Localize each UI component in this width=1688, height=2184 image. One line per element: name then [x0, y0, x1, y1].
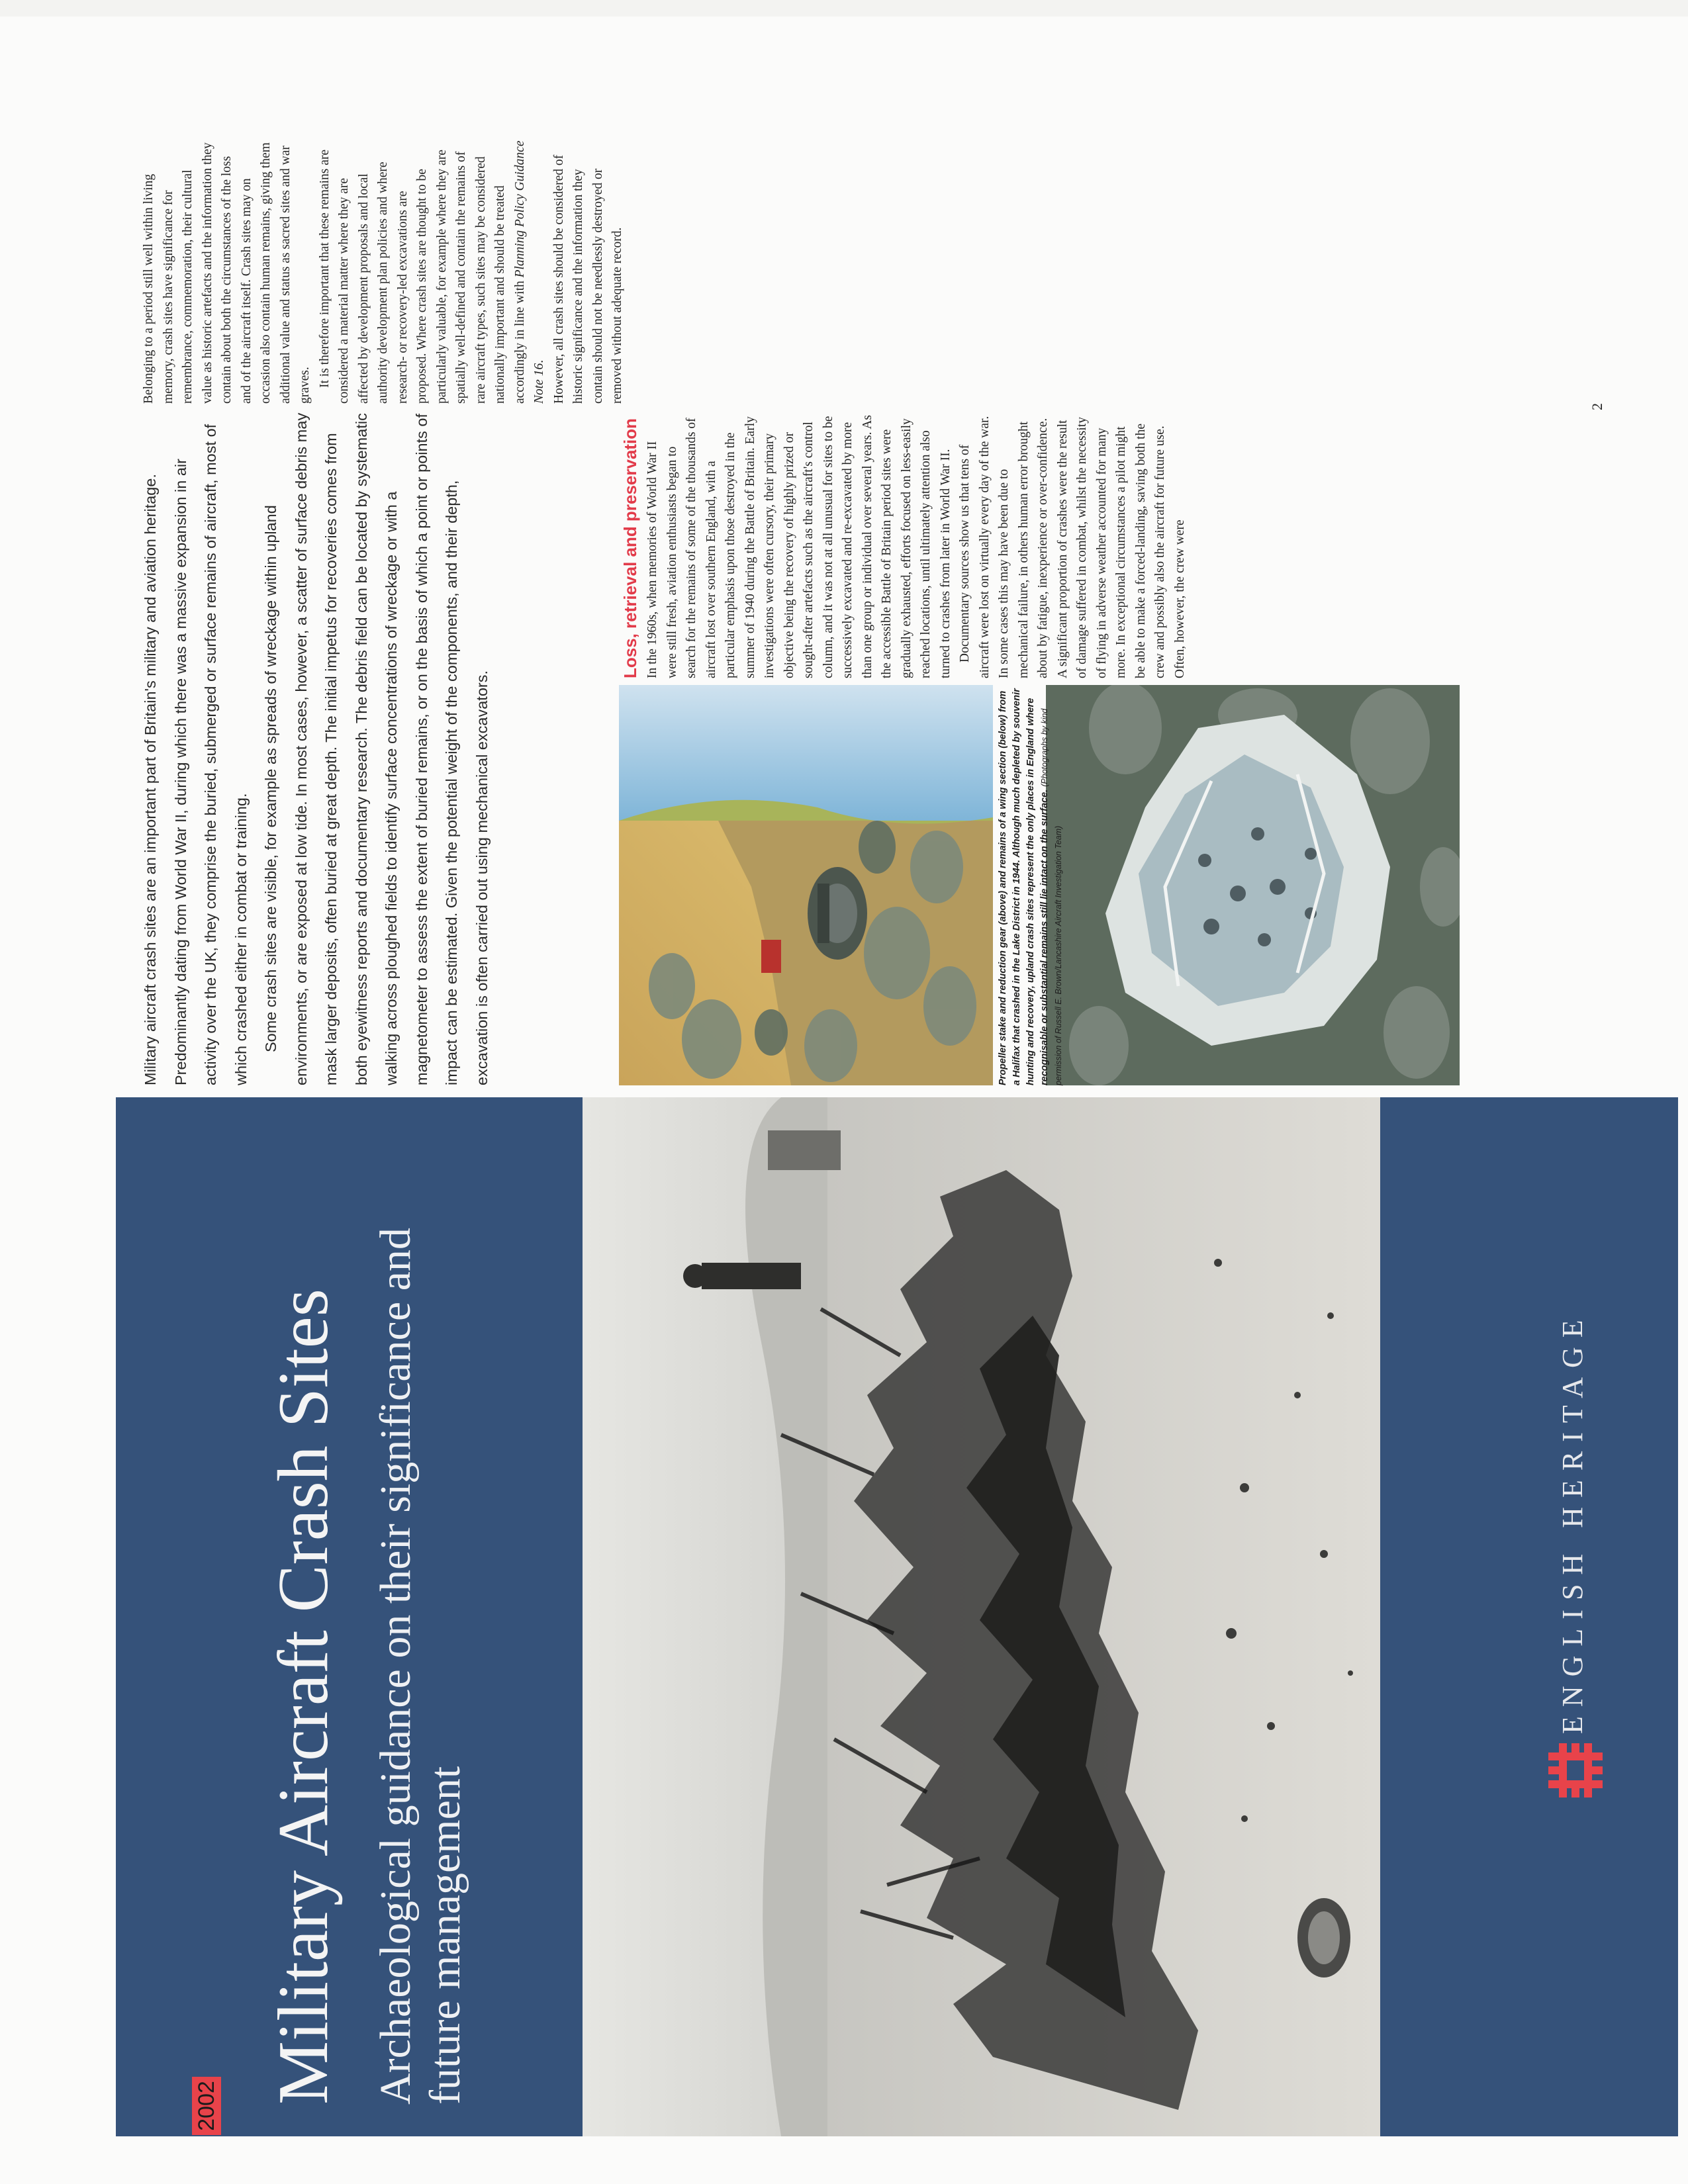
scan-edge: [0, 0, 1688, 17]
body-paragraph: Belonging to a period still well within living memory, crash sites have significance for remembrance, commemoration, their cultural value as historic artefacts and the information they contain about both the circumstances of the loss and of the aircraft itself. Crash sites may on occasion also contain human remains, giving them additional value and status as sacred sites and war graves.: [142, 142, 312, 404]
intro-paragraph: Military aircraft crash sites are an important part of Britain's military and aviation heritage. Predominantly dating from World War II, during which there was a massive expansion in air activity over the UK, they comprise the buried, submerged or surface remains of aircraft, most of which crashed either in combat or training.: [142, 424, 250, 1085]
cover-wreckage-photo: [583, 1097, 1380, 2136]
section-heading: Loss, retrieval and preservation: [620, 418, 640, 678]
wing-section-photo: [1046, 685, 1460, 1085]
section-paragraph: In the 1960s, when memories of World War II were still fresh, aviation enthusiasts began to search for the remains of some of the thousands of aircraft lost over southern England, with a particular emphasis upon those destroyed in the summer of 1940 during the Battle of Britain. Early investigations were often cursory, their primary objective being the recovery of highly prized or sought-after artefacts such as the aircraft's control column, and it was not at all unusual for sites to be successively excavated and re-excavated by more than one group or individual over several years. As the accessible Battle of Britain period sites were gradually exhausted, efforts focused on less-easily reached locations, until ultimately attention also turned to crashes from later in World War II.: [645, 414, 953, 678]
caption-text: Propeller stake and reduction gear (above) and remains of a wing section (below) from a Halifax that crashed in the Lake District in 1944. Although much depleted by souvenir hunting and recovery, upland crash sites represent the only places in England where recognisable or substantial remains still lie intact on the surface.: [998, 688, 1050, 1085]
cover-page: [0, 1093, 1688, 2184]
page-number: 2: [1589, 403, 1605, 410]
paragraph-text: It is therefore important that these remains are considered a material matter where they are affected by development proposals and local authority development plan policies and where research- or recovery-led excavations are proposed. Where crash sites are thought to be particularly valuable, for example where they are spatially well-defined and contain the remains of rare aircraft types, such sites may be considered nationally important and should be treated accordingly in line with: [317, 149, 527, 404]
photo-caption: [996, 685, 1066, 1085]
photo-credit: (Photographs by kind permission of Russell E. Brown/Lancashire Aircraft Investigation Team): [1040, 708, 1063, 1085]
significance-column: [139, 139, 628, 404]
section-paragraph: Documentary sources show us that tens of aircraft were lost on virtually every day of the war. In some cases this may have been due to mechanical failure, in others human error brought about by fatigue, inexperience or over-confidence. A significant proportion of crashes were the result of damage suffered in combat, whilst the necessity of flying in adverse weather accounted for many more. In exceptional circumstances a pilot might be able to make a forced-landing, saving both the crew and possibly also the aircraft for future use. Often, however, the crew were: [958, 416, 1187, 678]
propeller-photo: [619, 685, 993, 1085]
body-paragraph: [315, 139, 549, 404]
ppg16-reference: Planning Policy Guidance Note 16: [512, 140, 546, 404]
loss-retrieval-column: [619, 414, 1190, 678]
intro-paragraph: Some crash sites are visible, for example as spreads of wreckage within upland environments, or are exposed at low tide. In most cases, however, a scatter of surface debris may mask larger deposits, often buried at great depth. The initial impetus for recoveries comes from both eyewitness reports and documentary research. The debris field can be located by systematic walking across ploughed fields to identify surface concentrations of wreckage or with a magnetometer to assess the extent of buried remains, or on the basis of which a point or points of impact can be estimated. Given the potential weight of the components, and their depth, excavation is often carried out using mechanical excavators.: [262, 412, 491, 1085]
paragraph-text: .: [532, 359, 546, 363]
cover-subtitle: Archaeological guidance on their significance and future management: [371, 1228, 470, 2105]
english-heritage-logo-icon: [1546, 1741, 1605, 1800]
cover-title: Military Aircraft Crash Sites: [264, 1289, 343, 2105]
year-badge: 2002: [192, 2077, 221, 2135]
inside-page: [0, 0, 1688, 1085]
publisher-name: ENGLISH HERITAGE: [1556, 1310, 1589, 1734]
body-paragraph: However, all crash sites should be considered of historic significance and the information they contain should not be needlessly destroyed or removed without adequate record.: [551, 154, 624, 404]
intro-text: [136, 410, 497, 1085]
